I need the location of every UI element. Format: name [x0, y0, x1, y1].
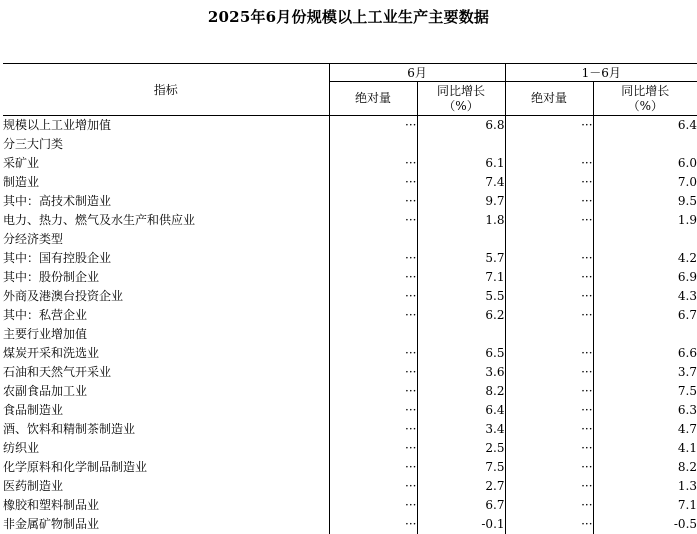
row-name: 石油和天然气开采业 [3, 364, 112, 379]
ytd-absolute: ··· [505, 477, 593, 496]
ytd-absolute: ··· [505, 173, 593, 192]
ytd-growth: 7.0 [593, 173, 697, 192]
june-absolute: ··· [329, 192, 417, 211]
table-row [3, 496, 697, 515]
june-absolute: ··· [329, 420, 417, 439]
ytd-absolute: ··· [505, 116, 593, 135]
row-name: 食品制造业 [3, 402, 64, 417]
ytd-absolute: ··· [505, 249, 593, 268]
table-row [3, 268, 697, 287]
growth-label-line1: 同比增长 [621, 83, 670, 98]
june-growth: 6.1 [417, 154, 505, 173]
june-absolute: ··· [329, 477, 417, 496]
ytd-growth [593, 230, 697, 249]
june-growth: 3.4 [417, 420, 505, 439]
ytd-growth: 4.3 [593, 287, 697, 306]
table-row [3, 192, 697, 211]
growth-label-line1: 同比增长 [437, 83, 486, 98]
ytd-absolute [505, 230, 593, 249]
june-growth [417, 135, 505, 154]
row-name: 其中：股份制企业 [3, 269, 100, 284]
june-growth: 6.7 [417, 496, 505, 515]
table-row [3, 420, 697, 439]
table-row [3, 116, 697, 135]
table-row [3, 477, 697, 496]
ytd-growth: 4.1 [593, 439, 697, 458]
june-growth: 6.5 [417, 344, 505, 363]
june-absolute: ··· [329, 249, 417, 268]
row-name: 外商及港澳台投资企业 [3, 288, 124, 303]
ytd-absolute: ··· [505, 420, 593, 439]
indicator-header: 指标 [3, 64, 329, 116]
ytd-growth [593, 135, 697, 154]
ytd-growth [593, 325, 697, 344]
june-growth: 6.4 [417, 401, 505, 420]
ytd-growth: 8.2 [593, 458, 697, 477]
ytd-growth: 7.5 [593, 382, 697, 401]
table-row [3, 401, 697, 420]
ytd-growth: 7.1 [593, 496, 697, 515]
june-growth: 2.7 [417, 477, 505, 496]
table-body [3, 116, 697, 534]
table-row [3, 287, 697, 306]
ytd-absolute: ··· [505, 192, 593, 211]
row-name: 规模以上工业增加值 [3, 117, 112, 132]
ytd-growth: 6.6 [593, 344, 697, 363]
row-name: 制造业 [3, 174, 40, 189]
row-name: 橡胶和塑料制品业 [3, 497, 100, 512]
june-growth: 7.1 [417, 268, 505, 287]
table-row [3, 211, 697, 230]
table-row [3, 325, 697, 344]
june-absolute: ··· [329, 363, 417, 382]
ytd-absolute: ··· [505, 439, 593, 458]
june-absolute: ··· [329, 496, 417, 515]
ytd-absolute: ··· [505, 401, 593, 420]
june-growth: 5.7 [417, 249, 505, 268]
ytd-growth: -0.5 [593, 515, 697, 534]
ytd-growth-header [593, 82, 697, 116]
ytd-absolute: ··· [505, 154, 593, 173]
ytd-absolute: ··· [505, 382, 593, 401]
june-growth: 2.5 [417, 439, 505, 458]
june-absolute: ··· [329, 344, 417, 363]
ytd-absolute: ··· [505, 458, 593, 477]
table-row [3, 135, 697, 154]
ytd-growth: 3.7 [593, 363, 697, 382]
ytd-absolute: ··· [505, 306, 593, 325]
june-absolute: ··· [329, 515, 417, 534]
data-table [3, 63, 697, 534]
row-name: 其中：国有控股企业 [3, 250, 112, 265]
row-name: 化学原料和化学制品制造业 [3, 459, 148, 474]
row-name: 非金属矿物制品业 [3, 516, 100, 531]
table-row [3, 363, 697, 382]
june-header: 6月 [329, 64, 505, 82]
ytd-absolute: ··· [505, 211, 593, 230]
ytd-absolute: ··· [505, 268, 593, 287]
row-name: 其中：私营企业 [3, 307, 88, 322]
page-title: 2025年6月份规模以上工业生产主要数据 [207, 8, 490, 26]
june-growth: 3.6 [417, 363, 505, 382]
ytd-growth: 6.4 [593, 116, 697, 135]
june-growth: 8.2 [417, 382, 505, 401]
row-name: 分三大门类 [3, 136, 64, 151]
june-absolute: ··· [329, 306, 417, 325]
june-growth: 5.5 [417, 287, 505, 306]
table-row [3, 173, 697, 192]
june-absolute-header [329, 82, 417, 116]
table-row [3, 458, 697, 477]
table-row [3, 382, 697, 401]
june-growth: 7.4 [417, 173, 505, 192]
ytd-absolute: ··· [505, 496, 593, 515]
june-absolute [329, 230, 417, 249]
ytd-absolute: ··· [505, 287, 593, 306]
june-growth: -0.1 [417, 515, 505, 534]
row-name: 医药制造业 [3, 478, 64, 493]
row-name: 其中：高技术制造业 [3, 193, 112, 208]
ytd-growth: 6.3 [593, 401, 697, 420]
june-growth: 9.7 [417, 192, 505, 211]
june-absolute: ··· [329, 173, 417, 192]
june-growth: 6.2 [417, 306, 505, 325]
row-name: 纺织业 [3, 440, 40, 455]
table-row [3, 515, 697, 534]
table-row [3, 344, 697, 363]
june-absolute: ··· [329, 401, 417, 420]
june-absolute: ··· [329, 268, 417, 287]
june-absolute: ··· [329, 211, 417, 230]
ytd-growth: 1.9 [593, 211, 697, 230]
row-name: 农副食品加工业 [3, 383, 88, 398]
ytd-absolute: ··· [505, 344, 593, 363]
june-absolute: ··· [329, 287, 417, 306]
ytd-growth: 4.2 [593, 249, 697, 268]
ytd-growth: 4.7 [593, 420, 697, 439]
table-row [3, 306, 697, 325]
row-name: 采矿业 [3, 155, 40, 170]
ytd-growth: 6.9 [593, 268, 697, 287]
table-row [3, 230, 697, 249]
row-name: 酒、饮料和精制茶制造业 [3, 421, 136, 436]
absolute-label: 绝对量 [531, 91, 568, 105]
june-absolute: ··· [329, 154, 417, 173]
row-name: 分经济类型 [3, 231, 64, 246]
row-name: 主要行业增加值 [3, 326, 88, 341]
june-absolute: ··· [329, 439, 417, 458]
ytd-absolute: ··· [505, 515, 593, 534]
ytd-growth: 6.7 [593, 306, 697, 325]
june-growth [417, 325, 505, 344]
june-absolute: ··· [329, 116, 417, 135]
june-absolute [329, 325, 417, 344]
june-growth-header [417, 82, 505, 116]
ytd-growth: 1.3 [593, 477, 697, 496]
june-growth [417, 230, 505, 249]
ytd-growth: 9.5 [593, 192, 697, 211]
june-absolute: ··· [329, 458, 417, 477]
june-absolute: ··· [329, 382, 417, 401]
row-name: 煤炭开采和洗选业 [3, 345, 100, 360]
june-growth: 6.8 [417, 116, 505, 135]
ytd-absolute [505, 135, 593, 154]
table-row [3, 439, 697, 458]
ytd-growth: 6.0 [593, 154, 697, 173]
absolute-label: 绝对量 [354, 91, 391, 105]
ytd-absolute-header [505, 82, 593, 116]
june-absolute [329, 135, 417, 154]
table-row [3, 249, 697, 268]
growth-label-line2: （%） [627, 98, 663, 113]
ytd-absolute: ··· [505, 363, 593, 382]
ytd-absolute [505, 325, 593, 344]
jan-jun-header: 1－6月 [505, 64, 697, 82]
row-name: 电力、热力、燃气及水生产和供应业 [3, 212, 196, 227]
june-growth: 1.8 [417, 211, 505, 230]
table-row [3, 154, 697, 173]
growth-label-line2: （%） [443, 98, 479, 113]
june-growth: 7.5 [417, 458, 505, 477]
